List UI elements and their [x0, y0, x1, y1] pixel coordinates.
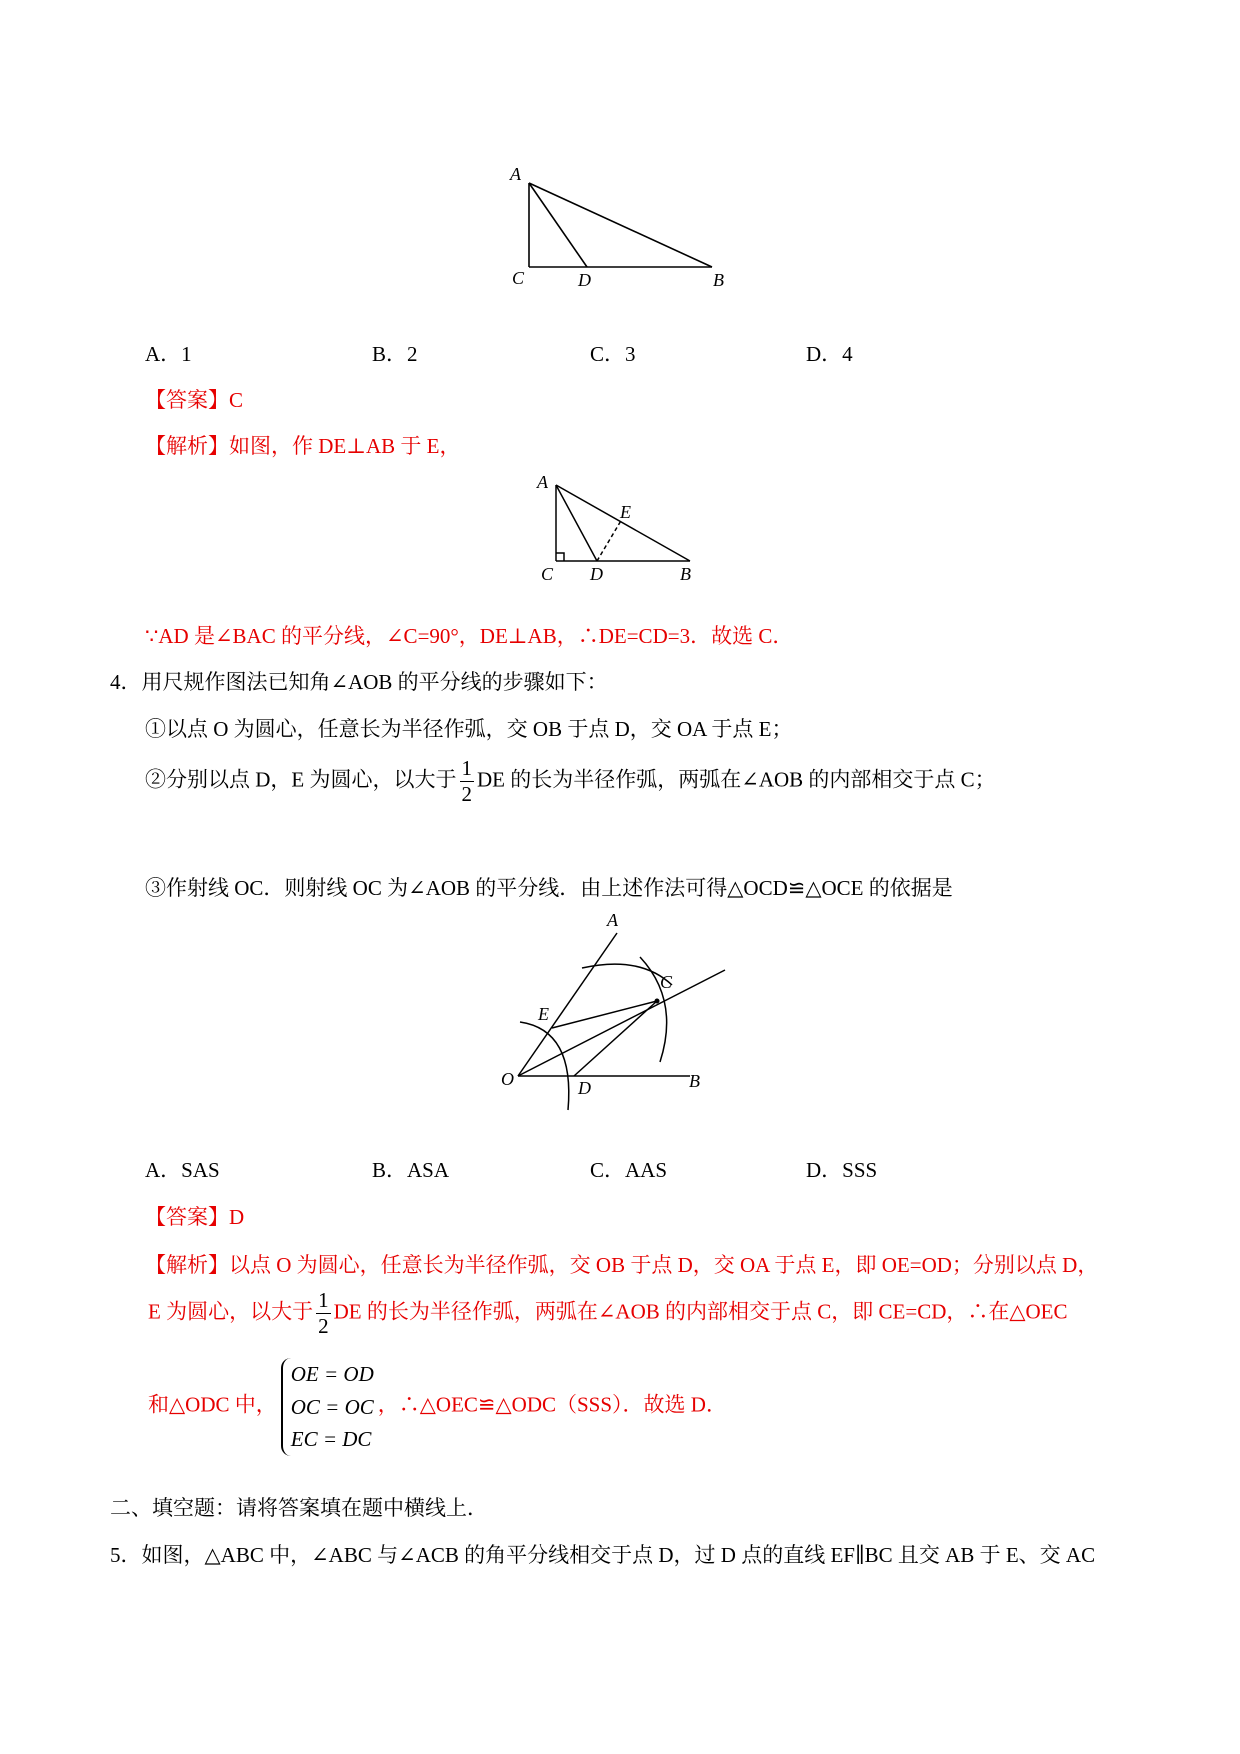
analysis-line2-pre: E 为圆心，以大于 [148, 1299, 314, 1324]
analysis-line3-post: ，∴△OEC≌△ODC（SSS）．故选 D． [377, 1392, 727, 1417]
label-o: O [501, 1069, 514, 1089]
fraction-half: $\frac{1}{2}$ [461, 756, 472, 806]
label-d: D [590, 564, 603, 584]
ray-oa [518, 933, 617, 1076]
q4-option-a: A．SAS [145, 1158, 220, 1182]
label-a: A [537, 472, 548, 492]
q4-option-b: B．ASA [372, 1158, 450, 1182]
q3-reasoning: ∵AD 是∠BAC 的平分线，∠C=90°，DE⊥AB，∴DE=CD=3．故选 C． [145, 624, 794, 648]
q4-stem: 4．用尺规作图法已知角∠AOB 的平分线的步骤如下： [110, 670, 608, 694]
ray-oc [518, 970, 725, 1076]
analysis-tag: 【解析】 [145, 434, 229, 458]
label-b: B [689, 1071, 700, 1091]
q4-analysis-line1 [145, 1249, 1098, 1279]
answer-value: C [229, 388, 244, 412]
label-b: B [713, 270, 724, 290]
equation-system: OE = OD OC = OC EC = DC [281, 1358, 374, 1456]
q3-option-c: C．3 [590, 342, 636, 366]
answer-tag: 【答案】 [145, 388, 229, 412]
analysis-tag: 【解析】 [145, 1253, 229, 1277]
label-b: B [680, 564, 691, 584]
answer-value: D [229, 1205, 245, 1229]
q4-analysis-line3 [148, 1358, 727, 1456]
step2-post: DE 的长为半径作弧，两弧在∠AOB 的内部相交于点 C； [477, 767, 996, 792]
arc-o [520, 1022, 569, 1110]
label-d: D [578, 270, 591, 290]
answer-tag: 【答案】 [145, 1205, 229, 1229]
q4-step3: ③作射线 OC．则射线 OC 为∠AOB 的平分线．由上述作法可得△OCD≌△OCE 的依据是 [145, 876, 953, 900]
q4-answer [145, 1201, 244, 1231]
q3-option-b: B．2 [372, 342, 418, 366]
analysis-text: 以点 O 为圆心，任意长为半径作弧，交 OB 于点 D，交 OA 于点 E，即 OE=OD；分别以点 D， [229, 1253, 1099, 1277]
label-e: E [538, 1004, 549, 1024]
analysis-line2-post: DE 的长为半径作弧，两弧在∠AOB 的内部相交于点 C，即 CE=CD，∴在△OEC [333, 1299, 1068, 1324]
label-a: A [510, 164, 521, 184]
step2-pre: ②分别以点 D，E 为圆心，以大于 [145, 767, 457, 792]
q3-option-a: A．1 [145, 342, 192, 366]
section-heading: 二、填空题：请将答案填在题中横线上． [110, 1496, 488, 1520]
label-d: D [578, 1078, 591, 1098]
label-c: C [512, 268, 525, 288]
q3-option-d: D．4 [806, 342, 853, 366]
label-e: E [620, 502, 631, 522]
q5-stem: 5．如图，△ABC 中，∠ABC 与∠ACB 的角平分线相交于点 D，过 D 点的直线 EF∥BC 且交 AB 于 E、交 AC [110, 1543, 1096, 1567]
q4-option-c: C．AAS [590, 1158, 668, 1182]
arc-e [582, 964, 672, 985]
q4-analysis-line2 [148, 1290, 1068, 1337]
label-c: C [541, 564, 554, 584]
label-a: A [607, 910, 618, 930]
analysis-text: 如图，作 DE⊥AB 于 E， [229, 434, 461, 458]
q4-option-d: D．SSS [806, 1158, 878, 1182]
fraction-half: $\frac{1}{2}$ [318, 1288, 329, 1338]
label-c: C [660, 972, 673, 992]
analysis-line3-pre: 和△ODC 中， [148, 1392, 277, 1417]
q4-step1: ①以点 O 为圆心，任意长为半径作弧，交 OB 于点 D，交 OA 于点 E； [145, 717, 793, 741]
